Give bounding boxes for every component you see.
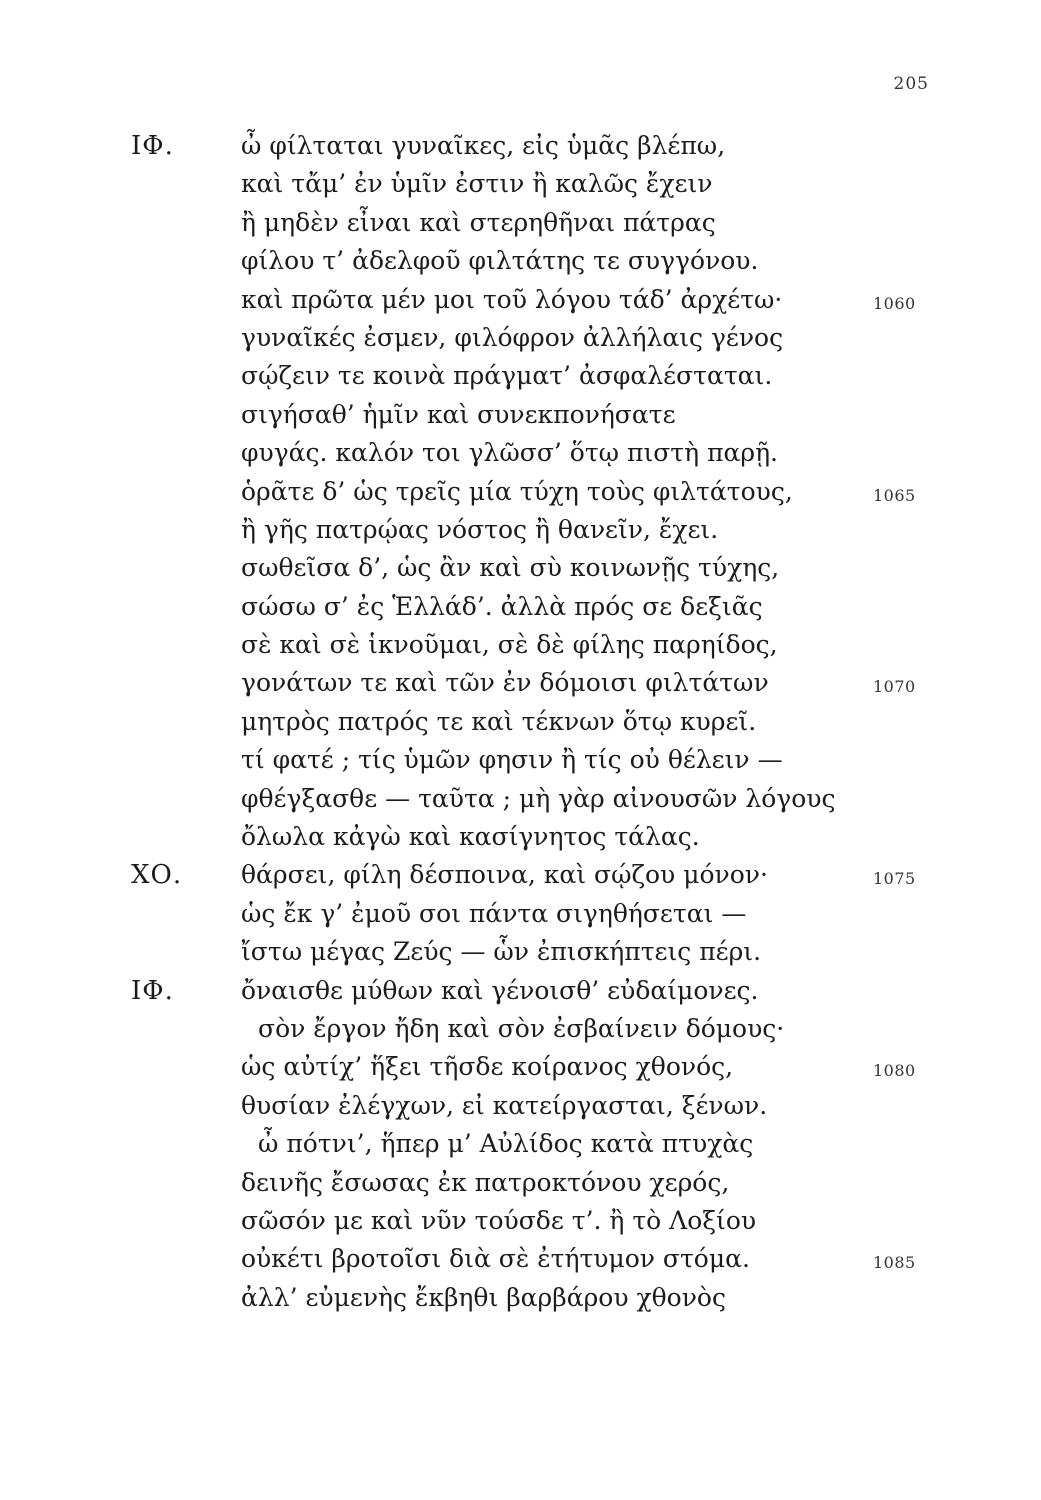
verse-line: [0, 438, 1041, 476]
verse-text-line: φυγάς. καλόν τοι γλῶσσ’ ὅτῳ πιστὴ παρῇ.: [241, 438, 778, 468]
verse-text-line: ὄλωλα κἀγὼ καὶ κασίγνητος τάλας.: [241, 822, 700, 852]
verse-line: [0, 1283, 1041, 1321]
verse-line: [0, 1206, 1041, 1244]
verse-text-line: ὁρᾶτε δ’ ὡς τρεῖς μία τύχη τοὺς φιλτάτους,: [241, 476, 793, 506]
verse-line: [0, 131, 1041, 169]
verse-line: [0, 361, 1041, 399]
verse-line: [0, 400, 1041, 438]
verse-text-line: θυσίαν ἐλέγχων, εἰ κατείργασται, ξένων.: [241, 1090, 768, 1120]
line-number: 1070: [873, 677, 916, 697]
speaker-label: ΙΦ.: [131, 131, 174, 161]
verse-text-line: δεινῆς ἔσωσας ἐκ πατροκτόνου χερός,: [241, 1167, 730, 1197]
verse-line: [0, 553, 1041, 591]
verse-line: [0, 515, 1041, 553]
verse-line: [0, 745, 1041, 783]
verse-text-line: καὶ πρῶτα μέν μοι τοῦ λόγου τάδ’ ἀρχέτω·: [241, 284, 783, 314]
verse-text-line: ἢ μηδὲν εἶναι καὶ στερηθῆναι πάτρας: [241, 207, 716, 237]
verse-text-line: σῴζειν τε κοινὰ πράγματ’ ἀσφαλέσταται.: [241, 361, 773, 391]
verse-text-line: σώσω σ’ ἐς Ἑλλάδ’. ἀλλὰ πρός σε δεξιᾶς: [241, 591, 763, 621]
verse-line: [0, 630, 1041, 668]
verse-text-line: μητρὸς πατρός τε καὶ τέκνων ὅτῳ κυρεῖ.: [241, 706, 757, 736]
verse-text-line: φθέγξασθε — ταῦτα ; μὴ γὰρ αἰνουσῶν λόγους: [241, 783, 836, 813]
speaker-label: ΧΟ.: [131, 860, 183, 891]
verse-text-line: οὐκέτι βροτοῖσι διὰ σὲ ἐτήτυμον στόμα.: [241, 1244, 750, 1274]
verse-line: [0, 937, 1041, 975]
line-number: 1080: [873, 1061, 916, 1081]
line-number: 1060: [873, 293, 916, 313]
speaker-label: ΙΦ.: [131, 975, 174, 1006]
verse-text-line: σὸν ἔργον ἤδη καὶ σὸν ἐσβαίνειν δόμους·: [258, 1013, 785, 1043]
verse-line: [0, 668, 1041, 706]
verse-line: [0, 1014, 1041, 1052]
verse-line: [0, 899, 1041, 937]
verse-line: [0, 1244, 1041, 1282]
verse-text-line: ὡς ἔκ γ’ ἐμοῦ σοι πάντα σιγηθήσεται —: [241, 898, 747, 928]
verse-text-line: ἢ γῆς πατρῴας νόστος ἢ θανεῖν, ἔχει.: [241, 514, 719, 544]
verse-text-line: φίλου τ’ ἀδελφοῦ φιλτάτης τε συγγόνου.: [241, 246, 759, 276]
verse-line: [0, 477, 1041, 515]
verse-line: [0, 208, 1041, 246]
verse-text-line: ὦ φίλταται γυναῖκες, εἰς ὑμᾶς βλέπω,: [241, 131, 726, 160]
verse-text: [0, 131, 1041, 1321]
page-number: 205: [893, 74, 929, 94]
verse-text-line: σὲ καὶ σὲ ἱκνοῦμαι, σὲ δὲ φίλης παρηίδος,: [241, 630, 778, 660]
verse-line: [0, 1129, 1041, 1167]
verse-text-line: καὶ τἄμ’ ἐν ὑμῖν ἐστιν ἢ καλῶς ἔχειν: [241, 169, 713, 199]
verse-line: [0, 822, 1041, 860]
line-number: 1065: [873, 485, 916, 505]
verse-text-line: ἀλλ’ εὐμενὴς ἔκβηθι βαρβάρου χθονὸς: [241, 1282, 726, 1312]
verse-line: [0, 976, 1041, 1014]
verse-line: [0, 169, 1041, 207]
verse-text-line: ὡς αὐτίχ’ ἥξει τῆσδε κοίρανος χθονός,: [241, 1052, 734, 1082]
verse-text-line: ὦ πότνι’, ἥπερ μ’ Αὐλίδος κατὰ πτυχὰς: [258, 1129, 754, 1159]
verse-line: [0, 784, 1041, 822]
verse-line: [0, 1168, 1041, 1206]
verse-text-line: σιγήσαθ’ ἡμῖν καὶ συνεκπονήσατε: [241, 399, 676, 429]
verse-text-line: ὄναισθε μύθων καὶ γένοισθ’ εὐδαίμονες.: [241, 975, 759, 1005]
verse-line: [0, 246, 1041, 284]
verse-text-line: σῶσόν με καὶ νῦν τούσδε τ’. ἢ τὸ Λοξίου: [241, 1205, 757, 1235]
verse-line: [0, 1091, 1041, 1129]
line-number: 1075: [873, 869, 916, 889]
verse-line: [0, 860, 1041, 898]
verse-line: [0, 1052, 1041, 1090]
verse-line: [0, 285, 1041, 323]
verse-line: [0, 592, 1041, 630]
verse-text-line: ἴστω μέγας Ζεύς — ὧν ἐπισκήπτεις πέρι.: [241, 937, 762, 967]
verse-text-line: θάρσει, φίλη δέσποινα, καὶ σῴζου μόνον·: [241, 860, 768, 890]
verse-text-line: σωθεῖσα δ’, ὡς ἂν καὶ σὺ κοινωνῇς τύχης,: [241, 553, 780, 583]
line-number: 1085: [873, 1253, 916, 1273]
verse-text-line: τί φατέ ; τίς ὑμῶν φησιν ἢ τίς οὐ θέλειν —: [241, 745, 783, 775]
verse-line: [0, 323, 1041, 361]
verse-line: [0, 707, 1041, 745]
verse-text-line: γυναῖκές ἐσμεν, φιλόφρον ἀλλήλαις γένος: [241, 322, 784, 352]
verse-text-line: γονάτων τε καὶ τῶν ἐν δόμοισι φιλτάτων: [241, 668, 769, 698]
